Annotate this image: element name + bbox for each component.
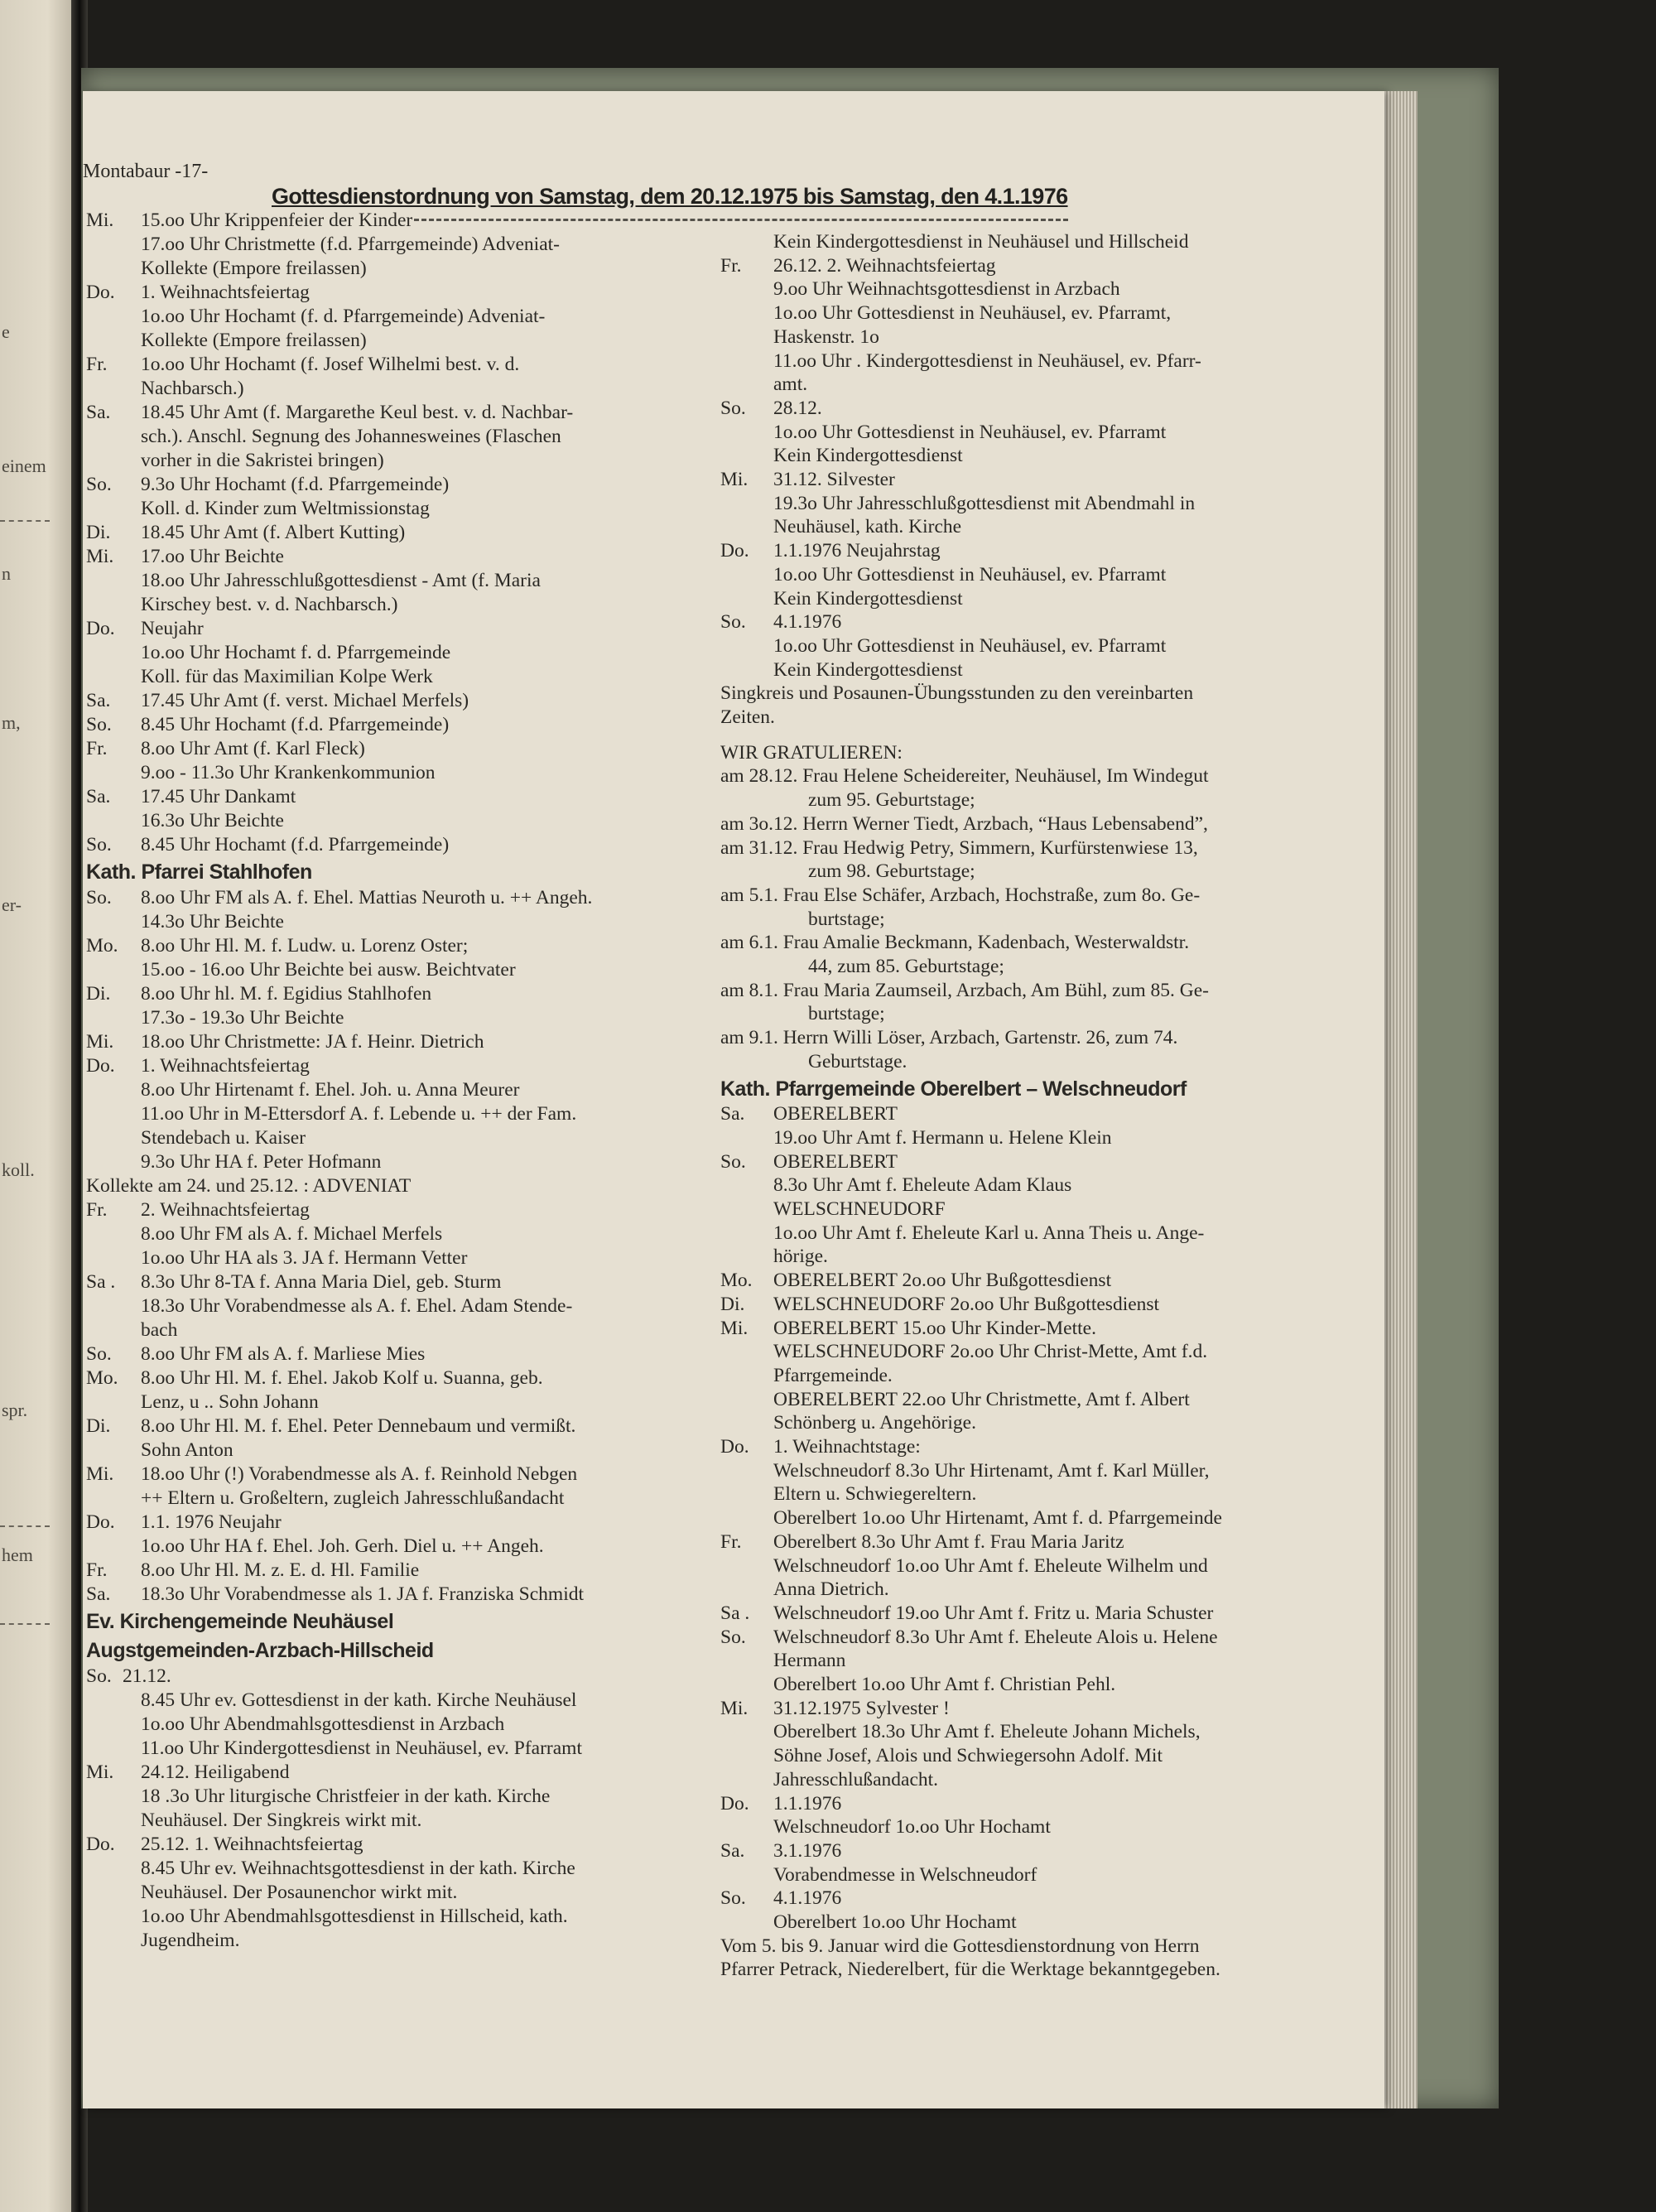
weekday-label: Mi. xyxy=(86,1031,114,1053)
entry-text: 1.1. 1976 Neujahr xyxy=(141,1511,282,1533)
entry-text: 3.1.1976 xyxy=(773,1839,842,1862)
entry-text: 8.oo Uhr Hl. M. f. Ehel. Peter Dennebaum und vermißt. xyxy=(141,1415,576,1437)
weekday-label: Sa. xyxy=(86,1583,111,1605)
weekday-label: Do. xyxy=(720,1792,749,1814)
weekday-label: Do. xyxy=(86,282,115,303)
entry-text: Neujahr xyxy=(141,618,204,639)
entry-text: 17.oo Uhr Christmette (f.d. Pfarrgemeinde) Adveniat- xyxy=(141,234,560,255)
entry-text: Kollekte (Empore freilassen) xyxy=(141,258,367,279)
entry-text: 11.oo Uhr in M-Ettersdorf A. f. Lebende u. ++ der Fam. xyxy=(141,1103,577,1125)
weekday-label: Mi. xyxy=(720,1317,749,1339)
entry-text: 1o.oo Uhr HA f. Ehel. Joh. Gerh. Diel u. ++ Angeh. xyxy=(141,1535,544,1557)
entry-text: Oberelbert 8.3o Uhr Amt f. Frau Maria Jaritz xyxy=(773,1530,1124,1553)
weekday-label: Di. xyxy=(86,1415,111,1437)
entry-text: 44, zum 85. Geburtstage; xyxy=(808,956,1004,977)
weekday-label: Di. xyxy=(720,1293,745,1315)
entry-text: WIR GRATULIEREN: xyxy=(720,741,903,764)
entry-text: Eltern u. Schwiegereltern. xyxy=(773,1483,977,1506)
entry-text: 18 .3o Uhr liturgische Christfeier in der kath. Kirche xyxy=(141,1786,551,1807)
left-page-rule xyxy=(0,1623,50,1625)
entry-text: 24.12. Heiligabend xyxy=(141,1761,290,1783)
entry-text: 1o.oo Uhr Gottesdienst in Neuhäusel, ev. Pfarramt xyxy=(773,634,1167,657)
weekday-label: Fr. xyxy=(720,254,742,277)
entry-text: burtstage; xyxy=(808,1003,885,1025)
entry-text: Welschneudorf 19.oo Uhr Amt f. Fritz u. Maria Schuster xyxy=(773,1602,1214,1624)
entry-text: OBERELBERT xyxy=(773,1150,898,1173)
entry-text: 1.1.1976 Neujahrstag xyxy=(773,540,941,562)
weekday-label: Sa . xyxy=(720,1602,750,1624)
entry-text: Neuhäusel. Der Singkreis wirkt mit. xyxy=(141,1810,422,1831)
entry-text: 16.3o Uhr Beichte xyxy=(141,810,284,831)
weekday-label: Do. xyxy=(86,1511,115,1533)
entry-text: 8.oo Uhr FM als A. f. Ehel. Mattias Neuroth u. ++ Angeh. xyxy=(141,887,593,908)
entry-text: bach xyxy=(141,1319,178,1341)
entry-text: Geburtstage. xyxy=(808,1050,907,1072)
entry-text: Zeiten. xyxy=(720,706,775,728)
entry-text: 19.oo Uhr Amt f. Hermann u. Helene Klein xyxy=(773,1126,1112,1149)
entry-text: Koll. für das Maximilian Kolpe Werk xyxy=(141,666,433,687)
entry-text: amt. xyxy=(773,373,808,396)
entry-text: am 3o.12. Herrn Werner Tiedt, Arzbach, “Haus Lebensabend”, xyxy=(720,812,1208,835)
weekday-label: Do. xyxy=(720,540,749,562)
entry-text: OBERELBERT xyxy=(773,1103,898,1125)
entry-text: 17.45 Uhr Amt (f. verst. Michael Merfels) xyxy=(141,690,469,711)
weekday-label: So. xyxy=(86,834,112,855)
entry-text: 1o.oo Uhr HA als 3. JA f. Hermann Vetter xyxy=(141,1247,468,1269)
entry-text: 9.oo Uhr Weihnachtsgottesdienst in Arzbach xyxy=(773,278,1120,301)
entry-text: Sohn Anton xyxy=(141,1439,233,1461)
weekday-label: So. xyxy=(86,714,112,735)
weekday-label: Mi. xyxy=(86,1761,114,1783)
left-page-fragment: e xyxy=(2,321,10,342)
entry-text: 8.oo Uhr FM als A. f. Michael Merfels xyxy=(141,1223,443,1245)
entry-text: Hermann xyxy=(773,1650,846,1672)
weekday-label: Fr. xyxy=(86,1199,108,1221)
entry-text: Neuhäusel, kath. Kirche xyxy=(773,516,962,538)
entry-text: WELSCHNEUDORF xyxy=(773,1198,946,1220)
weekday-label: So. xyxy=(86,1665,112,1687)
weekday-label: So. xyxy=(720,1150,746,1173)
entry-text: burtstage; xyxy=(808,908,885,930)
entry-text: Pfarrgemeinde. xyxy=(773,1364,893,1386)
entry-text: Lenz, u .. Sohn Johann xyxy=(141,1391,319,1413)
weekday-label: Sa. xyxy=(86,786,111,807)
weekday-label: Mi. xyxy=(86,210,114,231)
entry-text: Nachbarsch.) xyxy=(141,378,244,399)
left-page-fragment: koll. xyxy=(2,1159,35,1180)
entry-text: Vorabendmesse in Welschneudorf xyxy=(773,1863,1037,1886)
entry-text: 9.3o Uhr Hochamt (f.d. Pfarrgemeinde) xyxy=(141,474,450,495)
entry-text: Welschneudorf 1o.oo Uhr Amt f. Eheleute Wilhelm und xyxy=(773,1554,1208,1577)
entry-text: OBERELBERT 2o.oo Uhr Bußgottesdienst xyxy=(773,1270,1112,1292)
weekday-label: Do. xyxy=(86,1055,115,1077)
entry-text: Welschneudorf 8.3o Uhr Hirtenamt, Amt f. Karl Müller, xyxy=(773,1459,1210,1482)
entry-text: 1. Weihnachtstage: xyxy=(773,1436,921,1458)
entry-text: 25.12. 1. Weihnachtsfeiertag xyxy=(141,1834,363,1855)
left-column xyxy=(86,209,707,2072)
entry-text: 17.oo Uhr Beichte xyxy=(141,546,284,567)
entry-text: am 28.12. Frau Helene Scheidereiter, Neuhäusel, Im Windegut xyxy=(720,765,1209,788)
entry-text: OBERELBERT 15.oo Uhr Kinder-Mette. xyxy=(773,1317,1096,1339)
entry-text: am 31.12. Frau Hedwig Petry, Simmern, Kurfürstenwiese 13, xyxy=(720,836,1198,859)
entry-text: Söhne Josef, Alois und Schwiegersohn Adolf. Mit xyxy=(773,1745,1163,1767)
weekday-label: Sa. xyxy=(720,1839,745,1862)
entry-text: Kirschey best. v. d. Nachbarsch.) xyxy=(141,594,398,615)
entry-text: 8.oo Uhr Amt (f. Karl Fleck) xyxy=(141,738,365,759)
weekday-label: Sa. xyxy=(86,402,111,423)
weekday-label: So. xyxy=(720,397,746,419)
entry-text: Singkreis und Posaunen-Übungsstunden zu den vereinbarten xyxy=(720,682,1194,705)
weekday-label: So. xyxy=(720,1887,746,1910)
entry-text: 31.12.1975 Sylvester ! xyxy=(773,1697,950,1719)
entry-text: 4.1.1976 xyxy=(773,611,842,634)
section-heading: Augstgemeinden-Arzbach-Hillscheid xyxy=(86,1639,434,1662)
right-column xyxy=(720,230,1374,2094)
entry-text: 14.3o Uhr Beichte xyxy=(141,911,284,933)
entry-text: 18.3o Uhr Vorabendmesse als 1. JA f. Franziska Schmidt xyxy=(141,1583,585,1605)
entry-text: Oberelbert 18.3o Uhr Amt f. Eheleute Johann Michels, xyxy=(773,1721,1201,1743)
entry-text: 1. Weihnachtsfeiertag xyxy=(141,1055,310,1077)
entry-text: Neuhäusel. Der Posaunenchor wirkt mit. xyxy=(141,1882,458,1903)
page-title: Gottesdienstordnung von Samstag, dem 20.12.1975 bis Samstag, den 4.1.1976 xyxy=(272,184,1068,209)
weekday-label: Do. xyxy=(86,618,115,639)
entry-text: Oberelbert 1o.oo Uhr Hirtenamt, Amt f. d. Pfarrgemeinde xyxy=(773,1507,1222,1530)
entry-text: 8.oo Uhr hl. M. f. Egidius Stahlhofen xyxy=(141,983,432,1005)
entry-text: 1o.oo Uhr Gottesdienst in Neuhäusel, ev. Pfarramt xyxy=(773,563,1167,586)
entry-text: Jugendheim. xyxy=(141,1930,240,1951)
entry-text: 18.oo Uhr (!) Vorabendmesse als A. f. Reinhold Nebgen xyxy=(141,1463,578,1485)
left-page-rule xyxy=(0,1525,50,1527)
entry-text: 18.45 Uhr Amt (f. Albert Kutting) xyxy=(141,522,406,543)
entry-text: Haskenstr. 1o xyxy=(773,325,879,348)
entry-text: 8.oo Uhr Hl. M. f. Ehel. Jakob Kolf u. Suanna, geb. xyxy=(141,1367,543,1389)
entry-text: 8.3o Uhr Amt f. Eheleute Adam Klaus xyxy=(773,1174,1072,1197)
entry-text: 1. Weihnachtsfeiertag xyxy=(141,282,310,303)
entry-text: 15.oo - 16.oo Uhr Beichte bei ausw. Beichtvater xyxy=(141,959,516,981)
weekday-label: Do. xyxy=(86,1834,115,1855)
left-page-fragment: einem xyxy=(2,455,46,476)
entry-text: WELSCHNEUDORF 2o.oo Uhr Christ-Mette, Amt f.d. xyxy=(773,1341,1208,1363)
entry-text: 11.oo Uhr . Kindergottesdienst in Neuhäusel, ev. Pfarr- xyxy=(773,349,1201,372)
entry-text: Oberelbert 1o.oo Uhr Amt f. Christian Pehl. xyxy=(773,1674,1116,1695)
entry-text: Kein Kindergottesdienst xyxy=(773,658,963,681)
left-page-fragment: spr. xyxy=(2,1400,28,1420)
entry-text: 1o.oo Uhr Hochamt f. d. Pfarrgemeinde xyxy=(141,642,451,663)
left-facing-page xyxy=(0,0,79,2212)
entry-text: 8.45 Uhr Hochamt (f.d. Pfarrgemeinde) xyxy=(141,834,450,855)
entry-text: 1o.oo Uhr Gottesdienst in Neuhäusel, ev. Pfarramt xyxy=(773,421,1167,443)
entry-text: Vom 5. bis 9. Januar wird die Gottesdienstordnung von Herrn xyxy=(720,1935,1200,1957)
weekday-label: Sa. xyxy=(720,1103,745,1125)
entry-text: 1o.oo Uhr Abendmahlsgottesdienst in Arzbach xyxy=(141,1713,505,1735)
entry-text: Kollekte am 24. und 25.12. : ADVENIAT xyxy=(86,1175,412,1197)
entry-text: 19.3o Uhr Jahresschlußgottesdienst mit Abendmahl in xyxy=(773,492,1196,514)
entry-text: Anna Dietrich. xyxy=(773,1578,889,1601)
weekday-label: Mi. xyxy=(86,1463,114,1485)
left-page-fragment: n xyxy=(2,563,11,584)
entry-text: 1o.oo Uhr Abendmahlsgottesdienst in Hillscheid, kath. xyxy=(141,1906,568,1927)
weekday-label: Mi. xyxy=(720,1697,749,1719)
section-heading: Kath. Pfarrgemeinde Oberelbert – Welschneudorf xyxy=(720,1077,1187,1101)
weekday-label: Mi. xyxy=(86,546,114,567)
entry-text: zum 95. Geburtstage; xyxy=(808,789,975,812)
entry-text: WELSCHNEUDORF 2o.oo Uhr Bußgottesdienst xyxy=(773,1293,1160,1315)
weekday-label: So. xyxy=(86,474,112,495)
entry-text: Kein Kindergottesdienst in Neuhäusel und Hillscheid xyxy=(773,231,1189,253)
weekday-label: Sa. xyxy=(86,690,111,711)
entry-text: 4.1.1976 xyxy=(773,1887,842,1910)
entry-text: zum 98. Geburtstage; xyxy=(808,860,975,883)
entry-text: 8.oo Uhr Hl. M. z. E. d. Hl. Familie xyxy=(141,1559,420,1581)
entry-text: 21.12. xyxy=(123,1665,171,1687)
weekday-label: Mo. xyxy=(720,1270,753,1292)
left-page-fragment: m, xyxy=(2,712,21,733)
entry-text: 1o.oo Uhr Hochamt (f. Josef Wilhelmi best. v. d. xyxy=(141,354,520,375)
entry-text: 9.3o Uhr HA f. Peter Hofmann xyxy=(141,1151,382,1173)
entry-text: 18.45 Uhr Amt (f. Margarethe Keul best. v. d. Nachbar- xyxy=(141,402,574,423)
entry-text: am 5.1. Frau Else Schäfer, Arzbach, Hochstraße, zum 8o. Ge- xyxy=(720,884,1201,906)
entry-text: 17.45 Uhr Dankamt xyxy=(141,786,296,807)
entry-text: Oberelbert 1o.oo Uhr Hochamt xyxy=(773,1911,1017,1933)
entry-text: Kein Kindergottesdienst xyxy=(773,587,963,610)
entry-text: Kein Kindergottesdienst xyxy=(773,445,963,467)
entry-text: am 6.1. Frau Amalie Beckmann, Kadenbach, Westerwaldstr. xyxy=(720,932,1190,954)
entry-text: 8.45 Uhr Hochamt (f.d. Pfarrgemeinde) xyxy=(141,714,450,735)
weekday-label: Fr. xyxy=(86,738,108,759)
entry-text: 1.1.1976 xyxy=(773,1792,842,1814)
entry-text: sch.). Anschl. Segnung des Johannesweines (Flaschen xyxy=(141,426,561,447)
weekday-label: Do. xyxy=(720,1436,749,1458)
weekday-label: Di. xyxy=(86,522,111,543)
weekday-label: So. xyxy=(86,887,112,908)
entry-text: 8.oo Uhr Hirtenamt f. Ehel. Joh. u. Anna Meurer xyxy=(141,1079,520,1101)
weekday-label: So. xyxy=(720,1626,746,1648)
entry-text: 8.3o Uhr 8-TA f. Anna Maria Diel, geb. Sturm xyxy=(141,1271,502,1293)
entry-text: 9.oo - 11.3o Uhr Krankenkommunion xyxy=(141,762,436,783)
weekday-label: Mi. xyxy=(720,469,749,490)
entry-text: 26.12. 2. Weihnachtsfeiertag xyxy=(773,254,996,277)
entry-text: 18.oo Uhr Jahresschlußgottesdienst - Amt (f. Maria xyxy=(141,570,541,591)
entry-text: am 8.1. Frau Maria Zaumseil, Arzbach, Am Bühl, zum 85. Ge- xyxy=(720,979,1209,1001)
entry-text: hörige. xyxy=(773,1246,828,1268)
document-page xyxy=(83,91,1384,2108)
entry-text: Welschneudorf 1o.oo Uhr Hochamt xyxy=(773,1816,1051,1839)
weekday-label: Di. xyxy=(86,983,111,1005)
section-heading: Ev. Kirchengemeinde Neuhäusel xyxy=(86,1610,394,1633)
entry-text: OBERELBERT 22.oo Uhr Christmette, Amt f. Albert xyxy=(773,1388,1190,1410)
entry-text: Pfarrer Petrack, Niederelbert, für die Werktage bekanntgegeben. xyxy=(720,1959,1220,1981)
section-heading: Kath. Pfarrei Stahlhofen xyxy=(86,860,312,884)
weekday-label: Fr. xyxy=(720,1530,742,1553)
entry-text: 11.oo Uhr Kindergottesdienst in Neuhäusel, ev. Pfarramt xyxy=(141,1737,582,1759)
entry-text: 17.3o - 19.3o Uhr Beichte xyxy=(141,1007,344,1029)
entry-text: 1o.oo Uhr Gottesdienst in Neuhäusel, ev. Pfarramt, xyxy=(773,302,1172,325)
entry-text: 8.45 Uhr ev. Weihnachtsgottesdienst in der kath. Kirche xyxy=(141,1858,575,1879)
page-number-header: Montabaur -17- xyxy=(83,161,209,182)
weekday-label: So. xyxy=(720,611,746,634)
entry-text: Welschneudorf 8.3o Uhr Amt f. Eheleute Alois u. Helene xyxy=(773,1626,1218,1648)
page-stack-edge xyxy=(1384,91,1418,2108)
entry-text: am 9.1. Herrn Willi Löser, Arzbach, Gartenstr. 26, zum 74. xyxy=(720,1027,1178,1049)
entry-text: 15.oo Uhr Krippenfeier der Kinder xyxy=(141,210,413,231)
entry-text: Jahresschlußandacht. xyxy=(773,1768,939,1790)
entry-text: 18.3o Uhr Vorabendmesse als A. f. Ehel. Adam Stende- xyxy=(141,1295,573,1317)
entry-text: Stendebach u. Kaiser xyxy=(141,1127,306,1149)
entry-text: vorher in die Sakristei bringen) xyxy=(141,450,384,471)
weekday-label: Sa . xyxy=(86,1271,116,1293)
weekday-label: So. xyxy=(86,1343,112,1365)
weekday-label: Fr. xyxy=(86,1559,108,1581)
entry-text: 1o.oo Uhr Hochamt (f. d. Pfarrgemeinde) Adveniat- xyxy=(141,306,546,327)
weekday-label: Fr. xyxy=(86,354,108,375)
weekday-label: Mo. xyxy=(86,935,118,957)
weekday-label: Mo. xyxy=(86,1367,118,1389)
left-page-fragment: er- xyxy=(2,894,22,915)
entry-text: 2. Weihnachtsfeiertag xyxy=(141,1199,310,1221)
left-page-rule xyxy=(0,520,50,522)
entry-text: 8.oo Uhr Hl. M. f. Ludw. u. Lorenz Oster; xyxy=(141,935,469,957)
entry-text: 31.12. Silvester xyxy=(773,469,895,490)
entry-text: Kollekte (Empore freilassen) xyxy=(141,330,367,351)
entry-text: 8.oo Uhr FM als A. f. Marliese Mies xyxy=(141,1343,426,1365)
entry-text: 18.oo Uhr Christmette: JA f. Heinr. Dietrich xyxy=(141,1031,484,1053)
entry-text: Schönberg u. Angehörige. xyxy=(773,1412,976,1434)
entry-text: 8.45 Uhr ev. Gottesdienst in der kath. Kirche Neuhäusel xyxy=(141,1689,577,1711)
entry-text: 1o.oo Uhr Amt f. Eheleute Karl u. Anna Theis u. Ange- xyxy=(773,1222,1205,1244)
entry-text: 28.12. xyxy=(773,397,822,419)
entry-text: Koll. d. Kinder zum Weltmissionstag xyxy=(141,498,430,519)
entry-text: ++ Eltern u. Großeltern, zugleich Jahresschlußandacht xyxy=(141,1487,565,1509)
left-page-fragment: hem xyxy=(2,1545,33,1565)
